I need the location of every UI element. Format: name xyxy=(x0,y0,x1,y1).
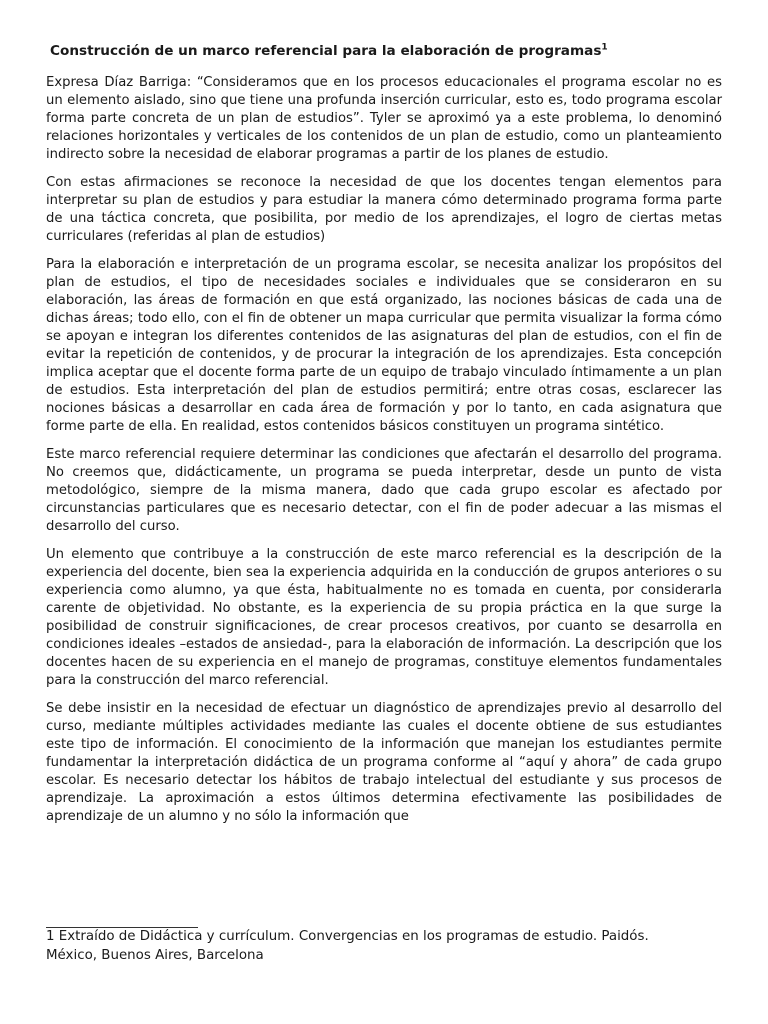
document-title xyxy=(50,40,722,62)
paragraph-6: Se debe insistir en la necesidad de efectuar un diagnóstico de aprendizajes previo al desarrollo del curso, mediante múltiples actividades mediante las cuales el docente obtiene de sus estudiantes este tipo de información. El conocimiento de la información que manejan los estudiantes permite fundamentar la interpretación didáctica de un programa conforme al “aquí y ahora” de cada grupo escolar. Es necesario detectar los hábitos de trabajo intelectual del estudiante y sus procesos de aprendizaje. La aproximación a estos últimos determina efectivamente las posibilidades de aprendizaje de un alumno y no sólo la información que xyxy=(46,701,722,824)
paragraph-4: Este marco referencial requiere determinar las condiciones que afectarán el desarrollo del programa. No creemos que, didácticamente, un programa se pueda interpretar, desde un punto de vista metodológico, siempre de la misma manera, dado que cada grupo escolar es afectado por circunstancias particulares que es necesario detectar, con el fin de poder adecuar a las mismas el desarrollo del curso. xyxy=(46,447,722,534)
paragraph-3: Para la elaboración e interpretación de un programa escolar, se necesita analizar los propósitos del plan de estudios, el tipo de necesidades sociales e individuales que se consideraron en su elaboración, las áreas de formación en que está organizado, las nociones básicas de cada una de dichas áreas; todo ello, con el fin de obtener un mapa curricular que permita visualizar la forma cómo se apoyan e integran los diferentes contenidos de las asignaturas del plan de estudios, con el fin de evitar la repetición de contenidos, y de procurar la integración de los aprendizajes. Esta concepción implica aceptar que el docente forma parte de un equipo de trabajo vinculado íntimamente a un plan de estudios. Esta interpretación del plan de estudios permitirá; entre otras cosas, esclarecer las nociones básicas a desarrollar en cada área de formación y por lo tanto, en cada asignatura que forme parte de ella. En realidad, estos contenidos básicos constituyen un programa sintético. xyxy=(46,257,722,434)
paragraph-1: Expresa Díaz Barriga: “Consideramos que en los procesos educacionales el programa escolar no es un elemento aislado, sino que tiene una profunda inserción curricular, esto es, todo programa escolar forma parte concreta de un plan de estudios”. Tyler se aproximó ya a este problema, lo denominó relaciones horizontales y verticales de los contenidos de un plan de estudio, como un planteamiento indirecto sobre la necesidad de elaborar programas a partir de los planes de estudio. xyxy=(46,75,722,162)
footnote-line-1: 1 Extraído de Didáctica y currículum. Convergencias en los programas de estudio. Paidós. xyxy=(46,929,649,944)
paragraph-2: Con estas afirmaciones se reconoce la necesidad de que los docentes tengan elementos para interpretar su plan de estudios y para estudiar la manera cómo determinado programa forma parte de una táctica concreta, que posibilita, por medio de los aprendizajes, el logro de ciertas metas curriculares (referidas al plan de estudios) xyxy=(46,175,722,244)
title-text: Construcción de un marco referencial para la elaboración de programas xyxy=(50,43,602,59)
footnote xyxy=(46,927,722,965)
footnote-line-2: México, Buenos Aires, Barcelona xyxy=(46,948,264,963)
paragraph-5: Un elemento que contribuye a la construcción de este marco referencial es la descripción de la experiencia del docente, bien sea la experiencia adquirida en la conducción de grupos anteriores o su experiencia como alumno, ya que ésta, habitualmente no es tomada en cuenta, por considerarla carente de objetividad. No obstante, es la experiencia de su propia práctica en la que surge la posibilidad de construir significaciones, de crear procesos creativos, por cuanto se desarrolla en condiciones ideales –estados de ansiedad-, para la elaboración de información. La descripción que los docentes hacen de su experiencia en el manejo de programas, constituye elementos fundamentales para la construcción del marco referencial. xyxy=(46,547,722,688)
title-footnote-ref: 1 xyxy=(601,42,608,53)
document-page xyxy=(46,40,722,836)
